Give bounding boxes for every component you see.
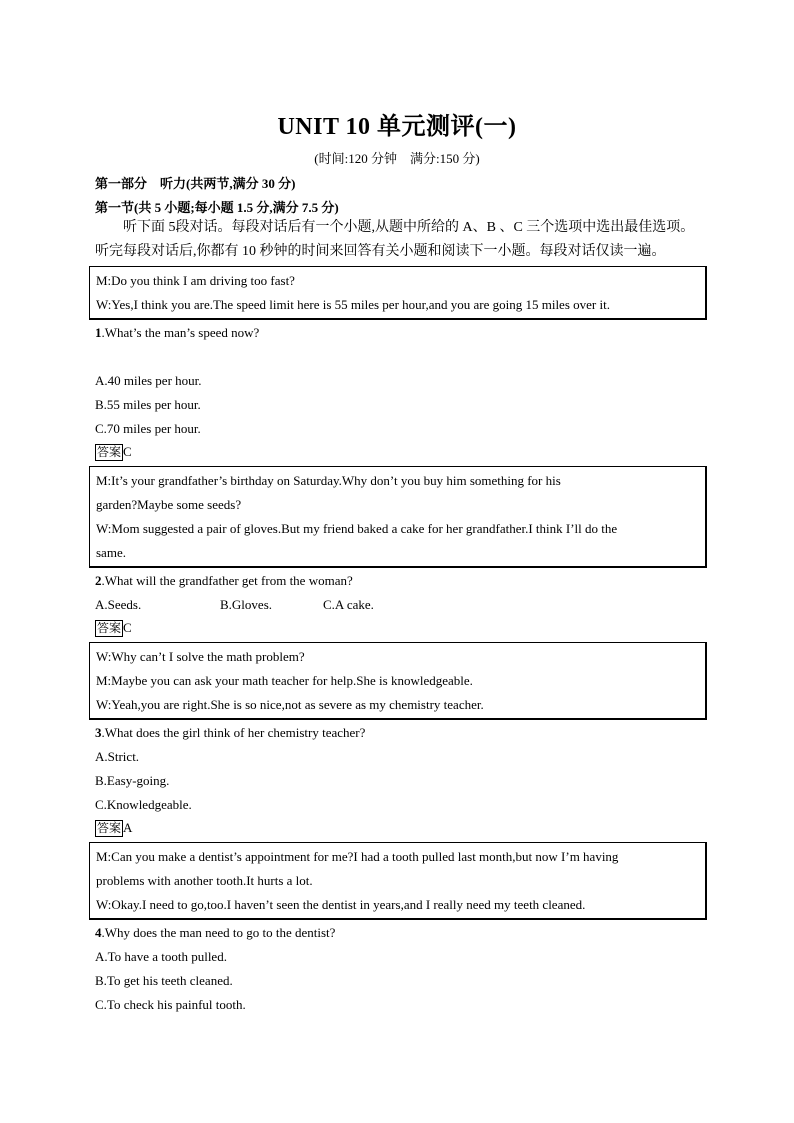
answer-tag: 答案 (97, 445, 122, 459)
dialog-line: W:Why can’t I solve the math problem? (96, 649, 305, 664)
part-heading: 第一部分 听力(共两节,满分 30 分) (95, 176, 296, 191)
page-title: UNIT 10 单元测评(一) (277, 114, 517, 140)
dialog-line: W:Yes,I think you are.The speed limit here is 55 miles per hour,and you are going 15 miles over it. (96, 297, 610, 312)
dialog-box (89, 642, 707, 720)
option: C.To check his painful tooth. (95, 997, 246, 1012)
exam-time-info: (时间:120 分钟 满分:150 分) (314, 151, 480, 166)
option: C.A cake. (323, 597, 374, 612)
question-text: .What’s the man’s speed now? (101, 325, 260, 340)
dialog-line: problems with another tooth.It hurts a lot. (96, 873, 313, 888)
question (95, 573, 353, 589)
dialog-line: same. (96, 545, 126, 560)
option: A.To have a tooth pulled. (95, 949, 227, 964)
dialog-box (89, 266, 707, 320)
dialog-box (89, 842, 707, 920)
dialog-line: W:Okay.I need to go,too.I haven’t seen the dentist in years,and I really need my teeth cleaned. (96, 897, 586, 912)
dialog-line: W:Yeah,you are right.She is so nice,not as severe as my chemistry teacher. (96, 697, 484, 712)
option: B.To get his teeth cleaned. (95, 973, 233, 988)
listening-instruction: 听下面 5段对话。每段对话后有一个小题,从题中所给的 A、B 、C 三个选项中选出最佳选项。听完每段对话后,你都有 10 秒钟的时间来回答有关小题和阅读下一小题。每段对话仅读一遍。 (95, 220, 695, 259)
answer-tag: 答案 (97, 821, 122, 835)
question-number: 2 (95, 573, 102, 588)
option: B.Easy-going. (95, 773, 170, 788)
question (95, 925, 335, 941)
question-number: 1 (95, 325, 102, 340)
question-text: .Why does the man need to go to the dentist? (101, 925, 336, 940)
question (95, 325, 259, 341)
option: C.70 miles per hour. (95, 421, 201, 436)
option: A.Strict. (95, 749, 140, 764)
question-number: 3 (95, 725, 102, 740)
answer (95, 820, 132, 837)
question-number: 4 (95, 925, 102, 940)
question-text: .What does the girl think of her chemistry teacher? (101, 725, 366, 740)
option: A.Seeds. (95, 597, 142, 612)
answer (95, 620, 132, 637)
option: B.Gloves. (220, 597, 272, 612)
dialog-line: M:Maybe you can ask your math teacher for help.She is knowledgeable. (96, 673, 473, 688)
answer-value: C (123, 620, 132, 635)
dialog-line: M:Do you think I am driving too fast? (96, 273, 295, 288)
option: A.40 miles per hour. (95, 373, 202, 388)
answer-value: A (123, 820, 133, 835)
option: C.Knowledgeable. (95, 797, 192, 812)
answer (95, 444, 132, 461)
answer-tag: 答案 (97, 621, 122, 635)
section-heading: 第一节(共 5 小题;每小题 1.5 分,满分 7.5 分) (95, 200, 339, 215)
dialog-line: garden?Maybe some seeds? (96, 497, 242, 512)
dialog-line: M:It’s your grandfather’s birthday on Saturday.Why don’t you buy him something for his (96, 473, 561, 488)
answer-value: C (123, 444, 132, 459)
question (95, 725, 365, 741)
option: B.55 miles per hour. (95, 397, 201, 412)
question-text: .What will the grandfather get from the woman? (101, 573, 353, 588)
dialog-box (89, 466, 707, 568)
dialog-line: M:Can you make a dentist’s appointment for me?I had a tooth pulled last month,but now I’m having (96, 849, 619, 864)
dialog-line: W:Mom suggested a pair of gloves.But my friend baked a cake for her grandfather.I think I’ll do the (96, 521, 618, 536)
